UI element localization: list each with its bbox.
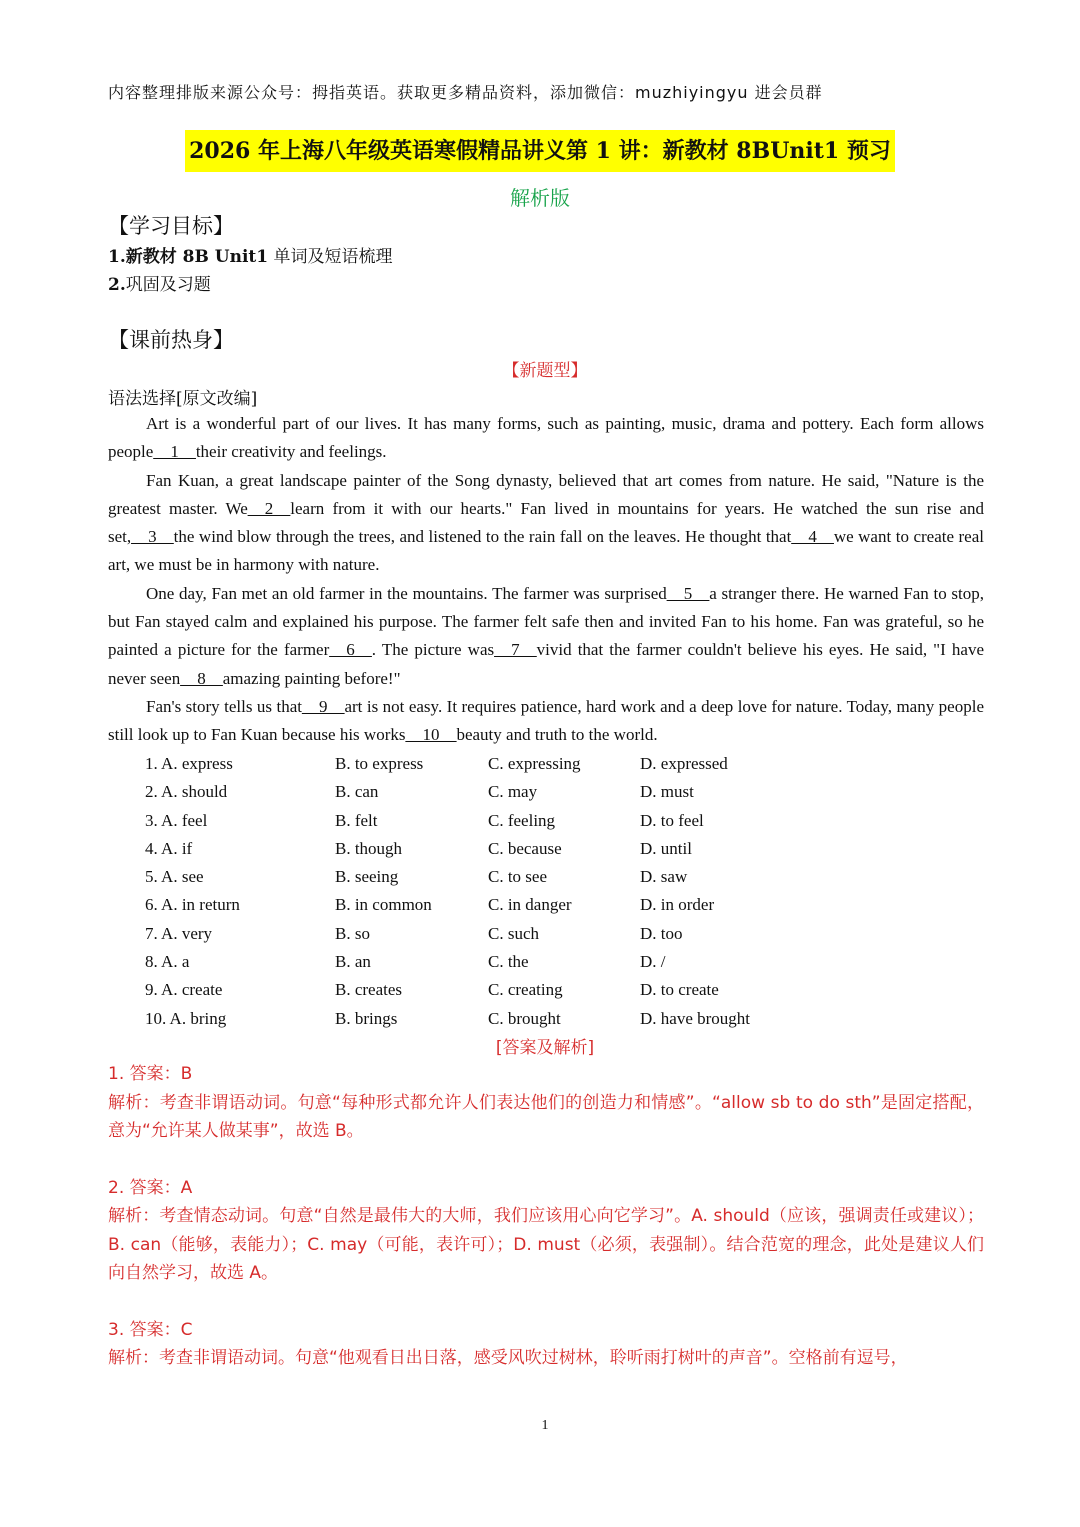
goal-bold: 新教材 8B Unit1 [125,247,269,267]
goal-num: 1. [108,247,126,267]
answer-options [145,750,845,1033]
option-row [145,891,845,919]
answer-item-1 [108,1060,984,1146]
answer-explanation: 解析：考查非谓语动词。句意“他观看日出日落，感受风吹过树林，聆听雨打树叶的声音”。空格前有逗号， [108,1348,908,1368]
reading-passage [108,410,984,750]
option[interactable]: 1. A. express [145,754,233,773]
option[interactable]: C. brought [488,1008,561,1028]
blank-7[interactable]: __7__ [494,640,537,660]
subtitle: 解析版 [510,186,570,210]
blank-5[interactable]: __5__ [666,583,710,603]
option[interactable]: C. expressing [488,754,581,773]
option[interactable]: D. / [640,952,666,972]
option[interactable]: 5. A. see [145,867,204,887]
option[interactable]: C. in danger [488,895,572,915]
option[interactable]: D. until [640,838,692,858]
page-title: 2026 年上海八年级英语寒假精品讲义第 1 讲：新教材 8BUnit1 预习 [185,130,895,172]
section-goals-heading: 【学习目标】 [108,214,234,238]
answer-explanation: 解析：考查情态动词。句意“自然是最伟大的大师，我们应该用心向它学习”。A. should（应该，强调责任或建议）；B. can（能够，表能力）；C. may（可能，表许可）；D. must（必须，表强制）。结合范宽的理念，此处是建议人们向自然学习，故选 A。 [108,1206,984,1283]
option[interactable]: D. to create [640,980,719,1000]
answer-explanations [108,1060,984,1401]
option[interactable]: B. creates [335,980,403,1000]
answer-item-3 [108,1316,984,1373]
goal-item-2 [108,270,211,295]
option[interactable]: 8. A. a [145,952,190,972]
option[interactable]: C. such [488,923,539,943]
section-warmup-heading: 【课前热身】 [108,328,234,352]
option[interactable]: 3. A. feel [145,810,208,830]
passage-paragraph-2: Fan Kuan, a great landscape painter of the Song dynasty, believed that art comes from nature. He said, "Nature is the greatest master. We__2__learn from it with our hearts." Fan lived in mountains for years. He watched the sun rise and set,__3__the wind blow through the trees, and listened to the rain fall on the leaves. He thought that__4__we want to create real art, we must be in harmony with nature. [108,470,984,575]
blank-4[interactable]: __4__ [791,527,834,547]
option[interactable]: D. must [640,782,694,802]
option[interactable]: B. in common [335,895,432,915]
passage-paragraph-1: Art is a wonderful part of our lives. It has many forms, such as painting, music, drama and pottery. Each form allows people__1__their creativity and feelings. [108,414,984,462]
answer-label: 3. 答案：C [108,1319,193,1340]
option[interactable]: B. brings [335,1008,398,1028]
option-row [145,863,845,891]
option[interactable]: C. because [488,838,562,858]
option-row [145,976,845,1004]
option-row [145,778,845,806]
answer-label: 1. 答案：B [108,1064,193,1084]
option[interactable]: 2. A. should [145,782,228,802]
option-row [145,920,845,948]
answer-heading: [答案及解析] [495,1038,595,1058]
option[interactable]: C. may [488,782,538,802]
goal-item-1 [108,242,393,267]
option[interactable]: B. an [335,952,371,972]
option[interactable]: B. felt [335,810,378,830]
option[interactable]: D. expressed [640,754,728,773]
title-wrap [0,130,1080,172]
option[interactable]: C. feeling [488,810,556,830]
new-type-label: 【新题型】 [502,361,588,381]
option[interactable]: D. to feel [640,810,704,830]
grammar-heading: 语法选择[原文改编] [108,389,258,409]
blank-9[interactable]: __9__ [301,696,345,716]
goal-num: 2. [108,275,126,295]
passage-paragraph-4: Fan's story tells us that__9__art is not easy. It requires patience, hard work and a deep love for nature. Today, many people still look up to Fan Kuan because his works__10__beauty and truth to the world. [108,696,984,745]
answer-explanation: 解析：考查非谓语动词。句意“每种形式都允许人们表达他们的创造力和情感”。“allow sb to do sth”是固定搭配，意为“允许某人做某事”，故选 B。 [108,1092,984,1141]
option[interactable]: B. seeing [335,867,399,887]
option-row [145,750,845,778]
option[interactable]: C. the [488,952,529,972]
option[interactable]: C. creating [488,980,563,1000]
option[interactable]: B. to express [335,754,424,773]
option[interactable]: 7. A. very [145,923,213,943]
blank-1[interactable]: __1__ [153,442,196,462]
header-note: 内容整理排版来源公众号：拇指英语。获取更多精品资料，添加微信：muzhiyingyu 进会员群 [108,83,823,102]
blank-3[interactable]: __3__ [131,527,174,547]
option-row [145,948,845,976]
option[interactable]: C. to see [488,867,548,887]
option[interactable]: D. have brought [640,1008,751,1028]
option[interactable]: D. saw [640,867,688,887]
option-row [145,835,845,863]
option[interactable]: 10. A. bring [145,1008,227,1028]
option[interactable]: 6. A. in return [145,895,240,915]
option-row [145,1005,845,1033]
blank-6[interactable]: __6__ [329,640,372,660]
option[interactable]: D. in order [640,895,715,915]
answer-label: 2. 答案：A [108,1177,193,1198]
blank-2[interactable]: __2__ [247,498,291,518]
blank-8[interactable]: __8__ [180,668,223,688]
page-number: 1 [541,1418,549,1433]
option-row [145,807,845,835]
option[interactable]: B. so [335,923,370,943]
passage-paragraph-3: One day, Fan met an old farmer in the mountains. The farmer was surprised__5__a stranger there. He warned Fan to stop, but Fan stayed calm and explained his purpose. The farmer felt safe then and invited Fan to his home. Fan was grateful, so he painted a picture for the farmer__6__. The picture was__7__vivid that the farmer couldn't believe his eyes. He said, "I have never seen__8__amazing painting before!" [108,583,985,688]
answer-item-2 [108,1174,984,1288]
option[interactable]: 4. A. if [145,838,193,858]
option[interactable]: B. though [335,838,403,858]
option[interactable]: 9. A. create [145,980,223,1000]
option[interactable]: B. can [335,782,379,802]
goal-text: 巩固及习题 [125,275,211,295]
blank-10[interactable]: __10__ [405,725,457,745]
option[interactable]: D. too [640,923,683,943]
goal-text: 单词及短语梳理 [268,247,393,267]
